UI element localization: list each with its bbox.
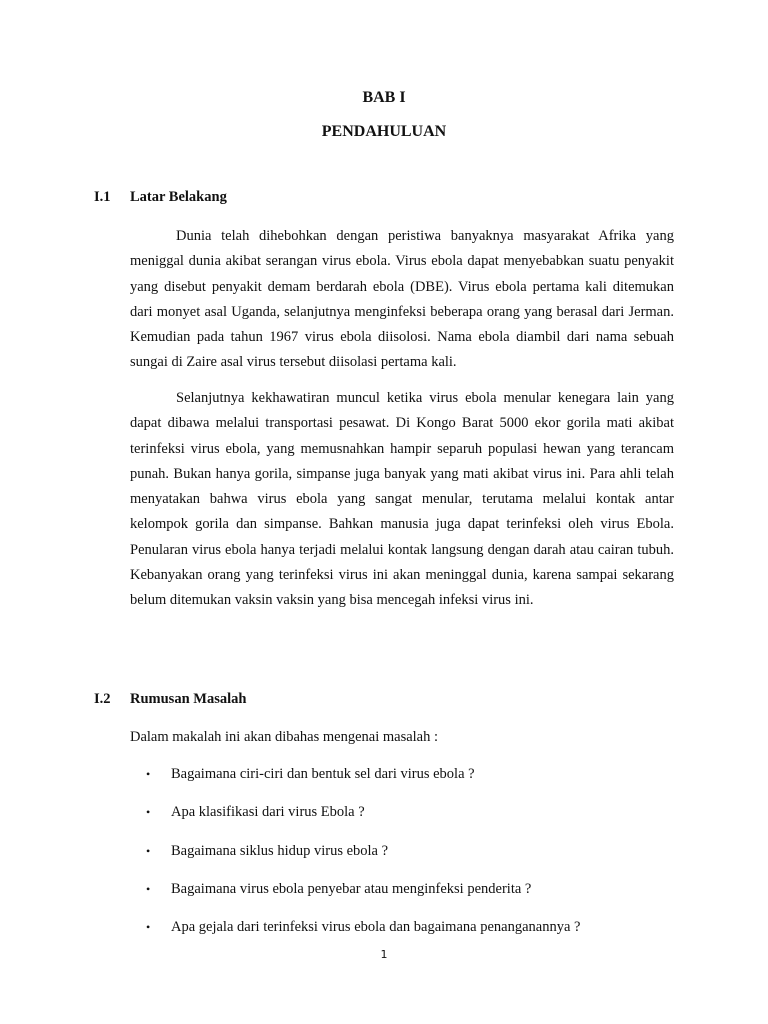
paragraph: Selanjutnya kekhawatiran muncul ketika virus ebola menular kenegara lain yang dapat dibawa melalui transportasi pesawat. Di Kongo Barat 5000 ekor gorila mati akibat terinfeksi virus ebola, yang memusnahkan hampir separuh populasi hewan yang terancam punah. Bukan hanya gorila, simpanse juga banyak yang mati akibat virus ini. Para ahli telah menyatakan bahwa virus ebola yang sangat menular, terutama melalui kontak antar kelompok gorila dan simpanse. Bahkan manusia juga dapat terinfeksi oleh virus Ebola. Penularan virus ebola hanya terjadi melalui kontak langsung dengan darah atau cairan tubuh. Kebanyakan orang yang terinfeksi virus ini akan meninggal dunia, karena sampai sekarang belum ditemukan vaksin vaksin yang bisa mencegah infeksi virus ini. — [130, 390, 674, 609]
list-item-text: Apa gejala dari terinfeksi virus ebola dan bagaimana penanganannya ? — [171, 919, 581, 935]
section-heading-rumusan-masalah — [94, 690, 246, 708]
section-number: I.2 — [94, 691, 111, 707]
list-item — [146, 765, 475, 783]
paragraph: Dunia telah dihebohkan dengan peristiwa banyaknya masyarakat Afrika yang meniggal dunia akibat serangan virus ebola. Virus ebola dapat menyebabkan suatu penyakit yang disebut penyakit demam berdarah ebola (DBE). Virus ebola pertama kali ditemukan dari monyet asal Uganda, selanjutnya menginfeksi beberapa orang yang berasal dari Jerman. Kemudian pada tahun 1967 virus ebola diisolosi. Nama ebola diambil dari nama sebuah sungai di Zaire asal virus tersebut diisolasi pertama kali. — [130, 228, 674, 371]
bullet-icon: • — [146, 805, 151, 819]
section-title: Latar Belakang — [130, 189, 227, 205]
list-item-text: Apa klasifikasi dari virus Ebola ? — [171, 804, 365, 820]
chapter-title: PENDAHULUAN — [321, 123, 447, 140]
chapter-number: BAB I — [362, 89, 406, 106]
list-item — [146, 918, 580, 936]
list-item-text: Bagaimana siklus hidup virus ebola ? — [171, 843, 389, 859]
list-item — [146, 880, 531, 898]
problem-intro: Dalam makalah ini akan dibahas mengenai masalah : — [130, 729, 439, 745]
list-item-text: Bagaimana virus ebola penyebar atau menginfeksi penderita ? — [171, 881, 532, 897]
section-title: Rumusan Masalah — [130, 691, 247, 707]
list-item-text: Bagaimana ciri-ciri dan bentuk sel dari virus ebola ? — [171, 766, 475, 782]
bullet-icon: • — [146, 844, 151, 858]
list-item — [146, 803, 365, 821]
section-number: I.1 — [94, 189, 111, 205]
bullet-icon: • — [146, 920, 151, 934]
page-number: 1 — [380, 948, 388, 961]
bullet-icon: • — [146, 767, 151, 781]
list-item — [146, 842, 388, 860]
bullet-icon: • — [146, 882, 151, 896]
section-heading-latar-belakang — [94, 188, 227, 206]
